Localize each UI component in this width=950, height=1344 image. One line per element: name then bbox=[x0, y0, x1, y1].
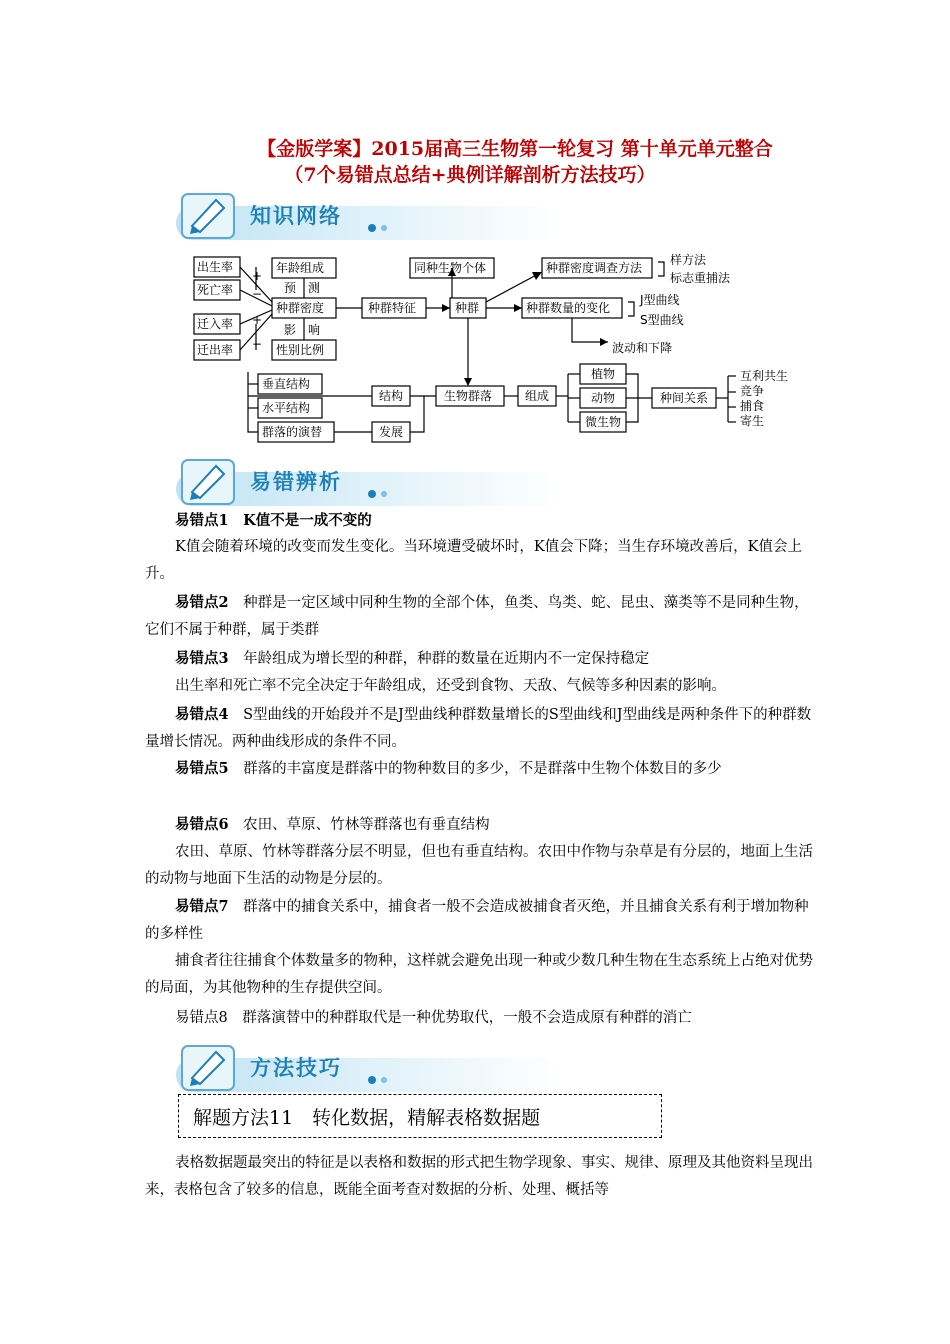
plus-sign-2: + bbox=[252, 313, 263, 327]
text-pop-change: 种群数量的变化 bbox=[526, 301, 611, 315]
method-title-box bbox=[178, 1094, 662, 1138]
section-banner-methods bbox=[176, 1038, 562, 1094]
error-body-5: 群落的丰富度是群落中的物种数目的多少，不是群落中生物个体数目的多少 bbox=[243, 761, 722, 777]
text-immigration: 迁入率 bbox=[197, 317, 234, 331]
error-body-1: K值会随着环境的改变而发生变化。当环境遭受破坏时，K值会下降；当生存环境改善后，K值会上升。 bbox=[145, 539, 802, 582]
error-head-1: 易错点1 K值不是一成不变的 bbox=[175, 512, 372, 529]
text-community: 生物群落 bbox=[444, 389, 493, 403]
text-fluctuation: 波动和下降 bbox=[612, 341, 673, 355]
text-mark-recapture: 标志重捕法 bbox=[670, 271, 731, 285]
method-paragraph bbox=[145, 1150, 813, 1204]
error-point-3 bbox=[145, 645, 813, 700]
text-horizontal: 水平结构 bbox=[262, 401, 311, 415]
title-line-1: 【金版学案】2015届高三生物第一轮复习 第十单元单元整合 bbox=[257, 138, 773, 160]
section-title-errors: 易错辨析 bbox=[250, 470, 342, 494]
text-same-species: 同种生物个体 bbox=[414, 261, 487, 275]
error-head-4: 易错点4 bbox=[175, 706, 229, 723]
knowledge-network-diagram bbox=[188, 252, 808, 452]
error-head-5: 易错点5 bbox=[175, 760, 229, 777]
error-body2-6: 农田、草原、竹林等群落分层不明显，但也有垂直结构。农田中作物与杂草是有分层的，地面上生活的动物与地面下生活的动物是分层的。 bbox=[145, 844, 813, 887]
text-density: 种群密度 bbox=[276, 301, 325, 315]
error-body-4: S型曲线的开始段并不是J型曲线种群数量增长的S型曲线和J型曲线是两种条件下的种群数量增长情况。两种曲线形成的条件不同。 bbox=[145, 707, 812, 750]
text-development: 发展 bbox=[379, 425, 404, 439]
text-competition: 竞争 bbox=[740, 384, 765, 398]
text-age-structure: 年龄组成 bbox=[276, 261, 325, 275]
pencil-banner-icon bbox=[176, 1038, 562, 1094]
error-head-3: 易错点3 bbox=[175, 650, 229, 667]
section-banner-network bbox=[176, 186, 562, 242]
pencil-banner-icon bbox=[176, 452, 562, 508]
section-title-methods: 方法技巧 bbox=[250, 1056, 342, 1080]
error-point-6 bbox=[145, 811, 813, 893]
text-s-curve: S型曲线 bbox=[640, 313, 684, 327]
plus-sign-1: + bbox=[252, 269, 263, 283]
text-structure: 结构 bbox=[379, 389, 404, 403]
text-microbes: 微生物 bbox=[585, 415, 622, 429]
pencil-banner-icon bbox=[176, 186, 562, 242]
error-body-3: 年龄组成为增长型的种群，种群的数量在近期内不一定保持稳定 bbox=[243, 651, 650, 667]
error-body-2: 种群是一定区域中同种生物的全部个体，鱼类、鸟类、蛇、昆虫、藻类等不是同种生物，它们不属于种群，属于类群 bbox=[145, 595, 809, 638]
text-interspecific: 种间关系 bbox=[660, 391, 709, 405]
text-death-rate: 死亡率 bbox=[197, 283, 234, 297]
text-density-survey: 种群密度调查方法 bbox=[546, 261, 643, 275]
error-point-5 bbox=[145, 755, 813, 783]
error-point-2 bbox=[145, 589, 813, 644]
text-predict: 预 测 bbox=[284, 281, 321, 295]
text-predation: 捕食 bbox=[740, 399, 765, 413]
text-influence: 影 响 bbox=[284, 323, 321, 337]
error-point-8 bbox=[145, 1005, 813, 1032]
error-head-6: 易错点6 bbox=[175, 816, 229, 833]
error-body-8: 群落演替中的种群取代是一种优势取代，一般不会造成原有种群的消亡 bbox=[242, 1010, 692, 1026]
error-head-7: 易错点7 bbox=[175, 898, 229, 915]
title-line-2: （7个易错点总结+典例详解剖析方法技巧） bbox=[284, 164, 656, 186]
text-population: 种群 bbox=[455, 301, 480, 315]
error-head-2: 易错点2 bbox=[175, 594, 229, 611]
error-body2-3: 出生率和死亡率不完全决定于年龄组成，还受到食物、天敌、气候等多种因素的影响。 bbox=[175, 678, 726, 694]
error-body2-7: 捕食者往往捕食个体数量多的物种，这样就会避免出现一种或少数几种生物在生态系统上占绝对优势的局面，为其他物种的生存提供空间。 bbox=[145, 953, 813, 996]
section-banner-errors bbox=[176, 452, 562, 508]
error-point-4 bbox=[145, 701, 813, 756]
method-title: 解题方法11 转化数据，精解表格数据题 bbox=[193, 1107, 541, 1129]
error-point-1 bbox=[145, 507, 813, 588]
text-vertical: 垂直结构 bbox=[262, 377, 311, 391]
error-point-7 bbox=[145, 893, 813, 1002]
method-body: 表格数据题最突出的特征是以表格和数据的形式把生物学现象、事实、规律、原理及其他资料呈现出来，表格包含了较多的信息，既能全面考查对数据的分析、处理、概括等 bbox=[145, 1155, 813, 1198]
minus-sign-1: − bbox=[252, 287, 263, 301]
text-animals: 动物 bbox=[591, 391, 616, 405]
text-mutualism: 互利共生 bbox=[740, 369, 789, 383]
section-title-network: 知识网络 bbox=[250, 204, 342, 228]
text-succession: 群落的演替 bbox=[262, 425, 323, 439]
text-sex-ratio: 性别比例 bbox=[276, 343, 325, 357]
text-plants: 植物 bbox=[591, 367, 616, 381]
error-head-8: 易错点8 bbox=[175, 1010, 228, 1026]
text-pop-features: 种群特征 bbox=[368, 301, 417, 315]
text-parasitism: 寄生 bbox=[740, 414, 765, 428]
text-j-curve: J型曲线 bbox=[640, 293, 680, 307]
text-composition: 组成 bbox=[525, 389, 550, 403]
text-birth-rate: 出生率 bbox=[197, 260, 234, 274]
text-emigration: 迁出率 bbox=[197, 343, 234, 357]
error-body-6: 农田、草原、竹林等群落也有垂直结构 bbox=[243, 817, 490, 833]
minus-sign-2: − bbox=[252, 337, 263, 351]
text-quadrat: 样方法 bbox=[670, 253, 707, 267]
error-body-7: 群落中的捕食关系中，捕食者一般不会造成被捕食者灭绝，并且捕食关系有利于增加物种的多样性 bbox=[145, 899, 809, 942]
